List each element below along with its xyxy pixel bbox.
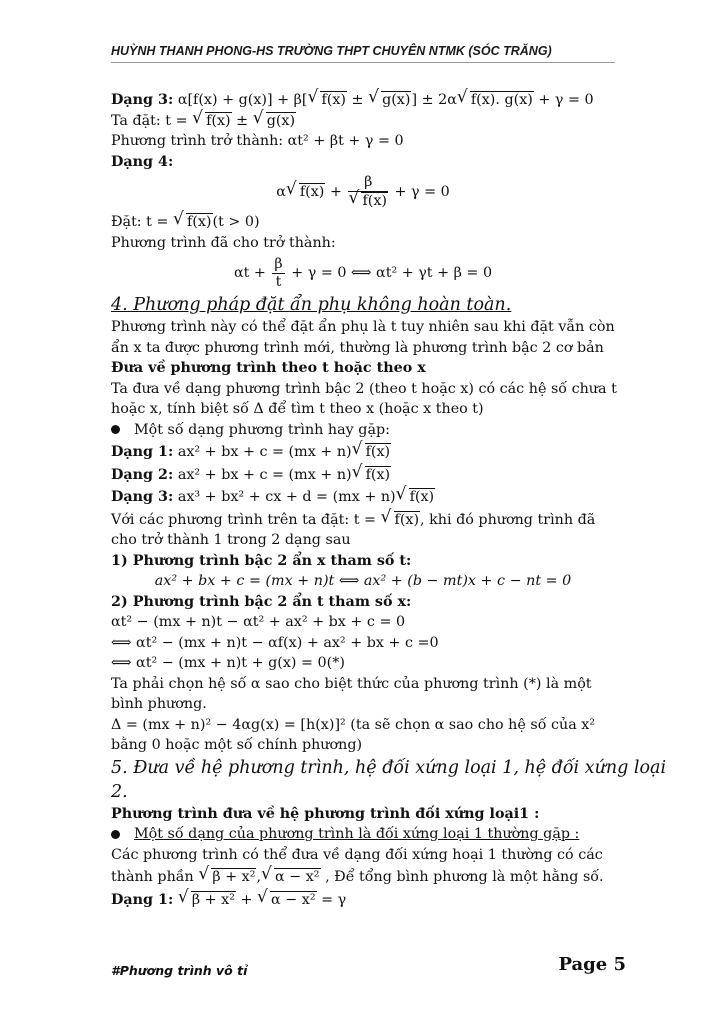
- fraction: [348, 174, 388, 210]
- bullet-text: Một số dạng của phương trình là đối xứng loại 1 thường gặp :: [134, 826, 580, 842]
- type-label: Dạng 2:: [111, 466, 174, 483]
- text-line: Phương trình trở thành: αt² + βt + γ = 0: [111, 133, 404, 149]
- sqrt-expr: √ f(x): [365, 466, 392, 483]
- math-text: α[f(x) + g(x)] + β[: [177, 92, 308, 108]
- sqrt-expr: √ f(x): [394, 511, 421, 528]
- fraction-denominator: [348, 192, 388, 210]
- equation-line: αt² − (mx + n)t − αt² + ax² + bx + c = 0: [111, 614, 406, 630]
- type-label: Dạng 3:: [111, 92, 174, 108]
- sqrt-expr: √ f(x): [205, 112, 232, 129]
- subheading: Phương trình đưa về hệ phương trình đối xứng loại1 :: [111, 805, 540, 822]
- reduced-equation: [111, 253, 615, 293]
- math-text: Ta đặt: t =: [111, 112, 188, 129]
- text-line: Ta phải chọn hệ số α sao cho biệt thức của phương trình (*) là một: [111, 675, 592, 692]
- math-text: +: [240, 891, 253, 908]
- equation-line: ⟺ αt² − (mx + n)t + g(x) = 0(*): [111, 655, 345, 671]
- math-text: αt +: [233, 265, 266, 281]
- type-label: Dạng 3:: [111, 489, 174, 505]
- equation-line: ⟺ αt² − (mx + n)t − αf(x) + ax² + bx + c =0: [111, 634, 439, 651]
- type3-equation: [111, 487, 615, 508]
- sqrt-expr: √ f(x): [409, 488, 436, 505]
- page-number: Page 5: [558, 954, 626, 975]
- math-text: , Để tổng bình phương là một hằng số.: [325, 869, 604, 885]
- type-label: Dạng 1:: [111, 891, 174, 908]
- type-label: Dạng 4:: [111, 153, 174, 170]
- math-text: = γ: [321, 891, 347, 908]
- bullet-icon: [111, 830, 120, 839]
- math-text: , khi đó phương trình đã: [420, 511, 596, 528]
- math-text: ax³ + bx² + cx + d = (mx + n): [177, 489, 396, 505]
- math-text: + γ = 0: [538, 92, 594, 108]
- text-line: [111, 510, 615, 531]
- math-text: Với các phương trình trên ta đặt: t =: [111, 511, 376, 528]
- type1-equation: [111, 890, 615, 911]
- type4-equation: [111, 172, 615, 212]
- substitution-line: [111, 212, 615, 233]
- equation-line: ax² + bx + c = (mx + n)t ⟺ ax² + (b − mt)x + c − nt = 0: [154, 573, 572, 589]
- text-line: Phương trình này có thể đặt ẩn phụ là t tuy nhiên sau khi đặt vẫn còn: [111, 319, 615, 335]
- page-footer: [111, 954, 626, 979]
- sqrt-expr: √ f(x). g(x): [470, 91, 534, 108]
- sqrt-expr: √ α − x²: [270, 891, 317, 908]
- fraction-numerator: β: [274, 255, 283, 272]
- section-4-title: [111, 293, 615, 317]
- math-text: ax² + bx + c = (mx + n): [177, 444, 352, 460]
- subheading: Đưa về phương trình theo t hoặc theo x: [111, 360, 426, 376]
- page-content: [111, 90, 667, 910]
- text-line: hoặc x, tính biệt số Δ để tìm t theo x (hoặc x theo t): [111, 401, 484, 417]
- type-label: Dạng 1:: [111, 444, 174, 460]
- math-text: ] ± 2α: [411, 92, 457, 108]
- text-line: [111, 867, 615, 888]
- section-5-title: 5. Đưa về hệ phương trình, hệ đối xứng loại 1, hệ đối xứng loại: [111, 757, 667, 778]
- text-line: Phương trình đã cho trở thành:: [111, 234, 336, 251]
- bullet-item: [111, 420, 615, 441]
- fraction-numerator: β: [348, 174, 388, 192]
- math-text: + γ = 0: [394, 184, 450, 200]
- sqrt-expr: √ f(x): [299, 183, 326, 200]
- type3-equation: [111, 90, 615, 111]
- text-line: cho trở thành 1 trong 2 dạng sau: [111, 532, 351, 548]
- bullet-icon: [111, 425, 120, 434]
- text-line: ẩn x ta được phương trình mới, thường là phương trình bậc 2 cơ bản: [111, 339, 604, 356]
- math-text: ±: [351, 92, 364, 108]
- text-line: bằng 0 hoặc một số chính phương): [111, 737, 363, 753]
- type1-equation: [111, 442, 615, 463]
- section-5-title-cont: 2.: [111, 781, 128, 802]
- page-header: [111, 44, 615, 63]
- text-line: bình phương.: [111, 696, 207, 712]
- subheading: 2) Phương trình bậc 2 ẩn t tham số x:: [111, 593, 412, 610]
- sqrt-expr: √ g(x): [381, 91, 411, 108]
- sqrt-expr: √ β + x²: [191, 891, 236, 908]
- math-text: +: [329, 184, 342, 200]
- math-text: (t > 0): [212, 214, 260, 230]
- sqrt-expr: √ β + x²: [211, 868, 256, 885]
- math-text: thành phần: [111, 869, 194, 885]
- math-text: ±: [236, 112, 249, 129]
- text-line: Các phương trình có thể đưa về dạng đối xứng hoại 1 thường có các: [111, 846, 603, 863]
- text-line: Δ = (mx + n)² − 4αg(x) = [h(x)]² (ta sẽ chọn α sao cho hệ số của x²: [111, 716, 596, 733]
- sqrt-expr: √ f(x): [361, 192, 388, 209]
- substitution-line: [111, 111, 615, 132]
- type2-equation: [111, 465, 615, 486]
- sqrt-expr: √ f(x): [320, 91, 347, 108]
- math-text: Đặt: t =: [111, 214, 169, 230]
- header-text: HUỲNH THANH PHONG-HS TRƯỜNG THPT CHUYÊN NTMK (SÓC TRĂNG): [111, 44, 552, 58]
- bullet-item: [111, 824, 615, 845]
- section-title-text: 4. Phương pháp đặt ẩn phụ không hoàn toàn.: [111, 295, 512, 315]
- sqrt-expr: √ f(x): [186, 213, 213, 230]
- math-text: ,: [256, 869, 261, 885]
- bullet-text: Một số dạng phương trình hay gặp:: [134, 421, 390, 438]
- footer-topic: #Phương trình vô tỉ: [111, 963, 248, 978]
- sqrt-expr: √ g(x): [266, 112, 296, 129]
- subheading: 1) Phương trình bậc 2 ẩn x tham số t:: [111, 552, 412, 569]
- sqrt-expr: √ α − x²: [274, 868, 321, 885]
- sqrt-expr: √ f(x): [365, 443, 392, 460]
- text-line: Ta đưa về dạng phương trình bậc 2 (theo t hoặc x) có các hệ số chưa t: [111, 380, 617, 397]
- math-text: + γ = 0 ⟺ αt² + γt + β = 0: [291, 265, 493, 281]
- fraction: [272, 256, 284, 291]
- fraction-denominator: t: [275, 273, 282, 290]
- math-text: ax² + bx + c = (mx + n): [177, 466, 352, 483]
- math-text: α: [276, 184, 286, 200]
